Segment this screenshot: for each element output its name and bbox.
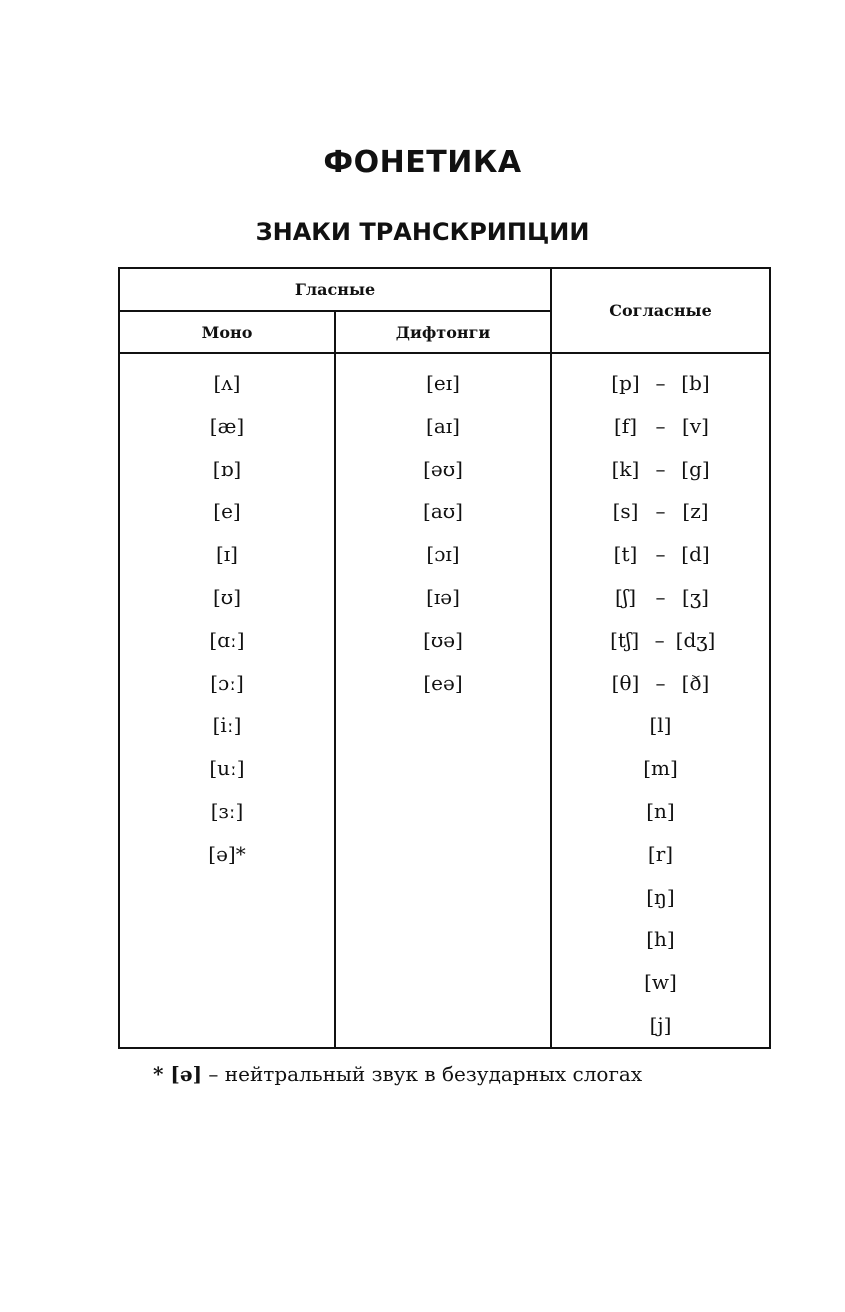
consonant-voiceless: [ʃ] [614, 584, 637, 609]
mono-vowel: [ɜː] [210, 798, 244, 823]
mono-vowel: [ɑː] [209, 627, 245, 652]
consonant-pair [552, 362, 769, 405]
diphthongs-column [335, 353, 551, 1048]
consonant-voiced: [g] [681, 456, 710, 481]
consonant-voiceless: [tʃ] [610, 627, 640, 652]
mono-list [120, 354, 334, 876]
mono-vowel: [uː] [209, 756, 245, 781]
consonant-single: [r] [647, 841, 674, 866]
diphthong: [aɪ] [426, 413, 460, 438]
consonant-voiced: [d] [681, 542, 710, 567]
mono-vowel: [ɒ] [212, 456, 242, 481]
diphthong: [aʊ] [423, 499, 463, 524]
header-mono: Моно [119, 311, 335, 353]
pair-dash: – [655, 584, 666, 609]
consonant-voiced: [dʒ] [675, 627, 716, 652]
mono-column [119, 353, 335, 1048]
footnote [153, 1060, 642, 1088]
consonant-voiceless: [t] [613, 542, 638, 567]
mono-vowel: [iː] [212, 713, 242, 738]
diphthong: [ʊə] [423, 627, 463, 652]
consonant-voiced: [ð] [681, 670, 710, 695]
pair-dash: – [655, 456, 666, 481]
mono-vowel: [ɪ] [215, 542, 238, 567]
consonant-single: [w] [644, 970, 677, 995]
pair-dash: – [655, 499, 666, 524]
consonant-pair [552, 533, 769, 576]
mono-vowel: [ʌ] [213, 371, 241, 395]
consonant-single: [h] [646, 927, 675, 952]
mono-vowel: [ɔː] [210, 670, 244, 695]
transcription-table [118, 267, 771, 1049]
header-vowels: Гласные [119, 268, 551, 311]
diphthong: [ɪə] [426, 584, 460, 609]
footnote-text: – нейтральный звук в безударных слогах [202, 1062, 643, 1086]
consonant-pair [552, 405, 769, 448]
consonant-single: [m] [643, 756, 678, 781]
consonant-voiceless: [p] [611, 371, 640, 395]
section-subtitle: ЗНАКИ ТРАНСКРИПЦИИ [255, 218, 590, 246]
diphthong: [eɪ] [426, 371, 460, 395]
consonant-voiceless: [k] [611, 456, 640, 481]
consonant-pair [552, 576, 769, 619]
header-diphthongs: Дифтонги [335, 311, 551, 353]
mono-vowel: [ə]* [208, 841, 246, 866]
consonant-voiceless: [θ] [611, 670, 640, 695]
diphthongs-list [336, 354, 550, 704]
mono-vowel: [e] [213, 499, 241, 524]
consonant-voiced: [ʒ] [682, 584, 709, 609]
consonant-voiced: [z] [682, 499, 709, 524]
header-consonants: Согласные [551, 268, 770, 353]
mono-vowel: [æ] [209, 413, 245, 438]
footnote-mark: * [ə] [153, 1062, 203, 1086]
consonant-single: [j] [649, 1012, 672, 1037]
consonants-list [552, 354, 769, 1047]
consonant-pair [552, 448, 769, 491]
consonants-column [551, 353, 770, 1048]
consonant-voiced: [b] [681, 371, 710, 395]
consonant-single: [l] [649, 713, 672, 738]
mono-vowel: [ʊ] [212, 584, 241, 609]
diphthong: [eə] [423, 670, 463, 695]
page-title: ФОНЕТИКА [323, 145, 522, 180]
consonant-single: [n] [646, 798, 675, 823]
consonant-single: [ŋ] [646, 884, 675, 909]
pair-dash: – [654, 627, 665, 652]
consonant-pair [552, 662, 769, 705]
pair-dash: – [655, 371, 666, 395]
consonant-pair [552, 490, 769, 533]
consonant-voiceless: [f] [613, 413, 637, 438]
consonant-voiceless: [s] [612, 499, 639, 524]
diphthong: [ɔɪ] [426, 542, 460, 567]
pair-dash: – [655, 670, 666, 695]
consonant-voiced: [v] [682, 413, 709, 438]
pair-dash: – [655, 413, 666, 438]
diphthong: [əʊ] [423, 456, 463, 481]
pair-dash: – [655, 542, 666, 567]
consonant-pair [552, 619, 769, 662]
